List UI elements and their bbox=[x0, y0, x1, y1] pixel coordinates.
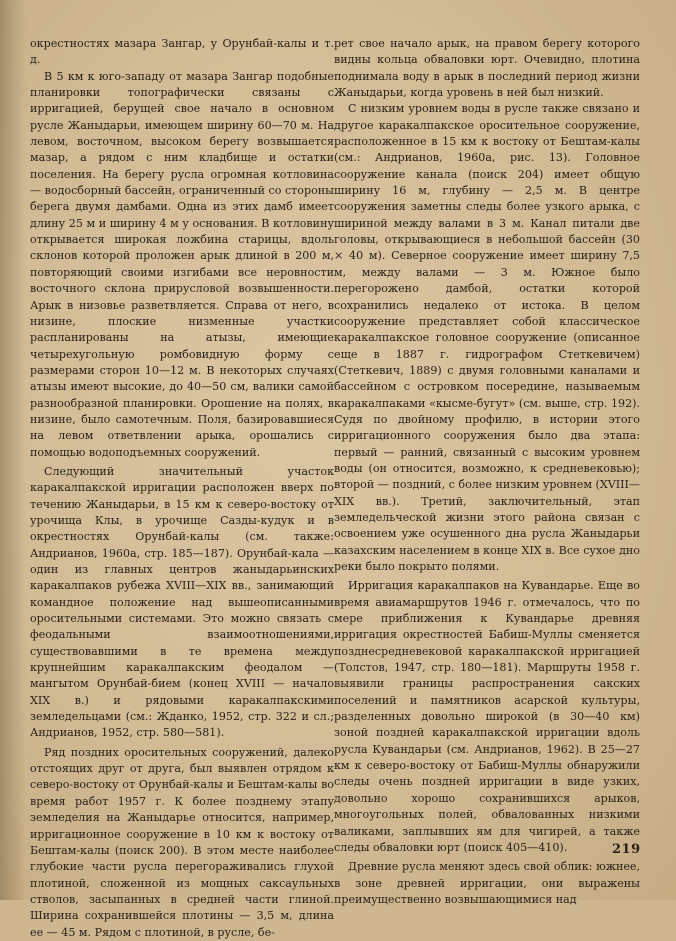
left-paragraph-2: В 5 км к юго-западу от мазара Зангар подобные планировки топографически связаны с ирригацией, берущей свое начало в основном русле Жаныдарьи, имеющем ширину 60—70 м. На левом, восточном, высоком берегу возвышается мазар, а рядом с ним кладбище и остатки поселения. На берегу русла огромная котловина — водосборный бассейн, ограниченный со стороны берега двумя дамбами. Одна из этих дамб имеет длину 25 м и ширину 4 м у основания. В котловину открывается широкая ложбина старицы, вдоль склонов которой проложен арык длиной в 200 м, повторяющий своими изгибами все неровности восточного склона прирусловой возвышенности. Арык в низовье разветвляется. Справа от него, в низине, плоские низменные участки распланированы на атызы, имеющие четырехугольную ромбовидную форму с размерами сторон 10—12 м. В некоторых случаях атызы имеют высокие, до 40—50 см, валики самой разнообразной планировки. Орошение на полях, в низине, было самотечным. Поля, базировавшиеся на левом ответвлении арыка, орошались с помощью водоподъемных сооружений. bbox=[30, 69, 334, 459]
right-paragraph-2: С низким уровнем воды в русле также связано и другое каракалпакское оросительное сооружение, расположенное в 15 км к востоку от Бештам-калы (см.: Андрианов, 1960а, рис. 13). Головное сооружение канала (поиск 204) имеет общую ширину 16 м, глубину — 2,5 м. В центре сооружения заметны следы более узкого арыка, с шириной между валами в 3 м. Канал питали две головы, открывающиеся в небольшой бассейн (30 × 40 м). Северное сооружение имеет ширину 7,5 м, между валами — 3 м. Южное было перегорожено дамбой, остатки которой сохранились недалеко от истока. В целом сооружение представляет собой классическое каракалпакское головное сооружение (описанное еще в 1887 г. гидрографом Стеткевичем) (Стеткевич, 1889) с двумя головными каналами и бассейном с островком посередине, называемым каракалпаками «кысме-бугут» (см. выше, стр. 192). Судя по двойному профилю, в истории этого ирригационного сооружения было два этапа: первый — ранний, связанный с высоким уровнем воды (он относится, возможно, к средневековью); второй — поздний, с более низким уровнем (XVIII—XIX вв.). Третий, заключительный, этап земледельческой жизни этого района связан с освоением уже осушенного дна русла Жаныдарьи казахским населением в конце XIX в. Все сухое дно реки было покрыто полями. bbox=[334, 102, 640, 573]
right-paragraph-1: рет свое начало арык, на правом берегу которого видны кольца обваловки юрт. Очевидно, плотина поднимала воду в арык в последний период жизни Жаныдарьи, когда уровень в ней был низкий. bbox=[334, 37, 640, 100]
left-column bbox=[30, 36, 334, 941]
left-paragraph-4: Ряд поздних оросительных сооружений, далеко отстоящих друг от друга, был выявлен отрядом к северо-востоку от Орунбай-калы и Бештам-калы во время работ 1957 г. К более позднему этапу земледелия на Жаныдарье относится, например, ирригационное сооружение в 10 км к востоку от Бештам-калы (поиск 200). В этом месте наиболее глубокие части русла перегораживались глухой плотиной, сложенной из мощных саксаульных стволов, засыпанных в средней части глиной. Ширина сохранившейся плотины — 3,5 м, длина ее — 45 м. Рядом с плотиной, в русле, бе- bbox=[30, 745, 334, 939]
right-paragraph-4: Древние русла меняют здесь свой облик: южнее, в зоне древней ирригации, они выражены преимущественно возвышающимися над bbox=[334, 860, 640, 906]
page-gutter-shadow bbox=[0, 0, 26, 900]
right-column bbox=[334, 36, 640, 908]
left-paragraph-1: окрестностях мазара Зангар, у Орунбай-калы и т. д. bbox=[30, 37, 334, 67]
left-paragraph-3: Следующий значительный участок каракалпакской ирригации расположен вверх по течению Жаныдарьи, в 15 км к северо-востоку от урочища Клы, в урочище Сазды-кудук и в окрестностях Орунбай-калы (см. также: Андрианов, 1960а, стр. 185—187). Орунбай-кала — один из главных центров жаныдарьинских каракалпаков рубежа XVIII—XIX вв., занимающий командное положение над вышеописанными оросительными системами. Это можно связать с феодальными взаимоотношениями, существовавшими в те времена между крупнейшим каракалпакским феодалом — мангытом Орунбай-бием (конец XVIII — начало XIX в.) и рядовыми каракалпакскими земледельцами (см.: Жданко, 1952, стр. 322 и сл.; Андрианов, 1952, стр. 580—581). bbox=[30, 464, 334, 740]
right-paragraph-3-section-heading: Ирригация каракалпаков на Кувандарье. Еще во время авиамаршрутов 1946 г. отмечалось, что по мере приближения к Кувандарье древняя ирригация окрестностей Бабиш-Муллы сменяется позднесредневековой каракалпакской ирригацией (Толстов, 1947, стр. 180—181). Маршруты 1958 г. выявили границы распространения сакских поселений и памятников асарской культуры, разделенных довольно широкой (в 30—40 км) зоной поздней каракалпакской ирригации вдоль русла Кувандарьи (см. Андрианов, 1962). В 25—27 км к северо-востоку от Бабиш-Муллы обнаружили следы очень поздней ирригации в виде узких, довольно хорошо сохранившихся арыков, многоугольных полей, обвалованных низкими валиками, заплывших ям для чигирей, а также следы обваловки юрт (поиск 405—410). bbox=[334, 579, 640, 854]
page-number: 219 bbox=[612, 842, 641, 857]
